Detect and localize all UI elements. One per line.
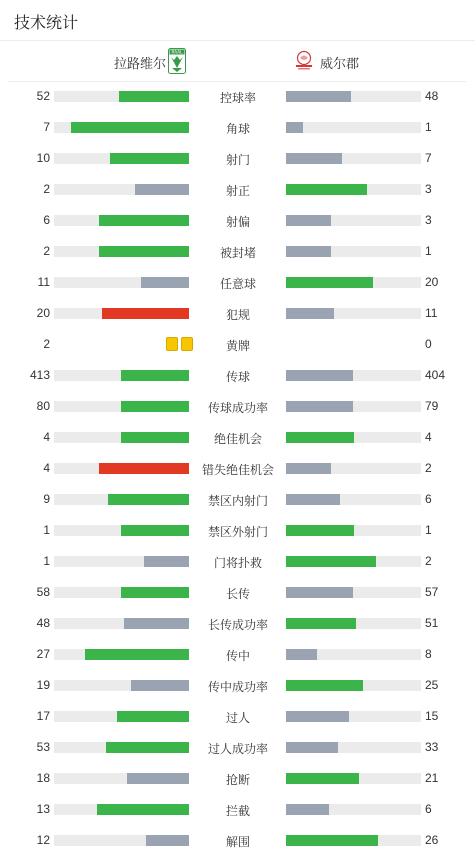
away-stat-bar-track <box>286 153 421 164</box>
home-stat-value: 7 <box>43 120 50 134</box>
home-stat-bar <box>108 494 189 505</box>
away-stat-bar <box>286 91 351 102</box>
home-stat-value: 4 <box>43 461 50 475</box>
home-stat-bar <box>124 618 189 629</box>
away-stat-bar <box>286 587 353 598</box>
home-stat-bar-track <box>54 556 189 567</box>
home-stat-bar-track <box>54 308 189 319</box>
away-stat-bar <box>286 122 303 133</box>
home-stat-bar <box>71 122 189 133</box>
home-stat-bar <box>99 215 189 226</box>
away-stat-bar-track <box>286 680 421 691</box>
away-stat-bar <box>286 649 317 660</box>
stat-row <box>0 298 475 329</box>
away-stat-value: 6 <box>425 802 432 816</box>
stat-row <box>0 608 475 639</box>
home-stat-value: 2 <box>43 244 50 258</box>
away-stat-bar <box>286 835 378 846</box>
stats-list <box>0 81 475 856</box>
away-stat-bar-track <box>286 618 421 629</box>
away-stat-bar-track <box>286 649 421 660</box>
home-stat-bar <box>121 370 189 381</box>
away-stat-bar <box>286 153 342 164</box>
away-stat-value: 21 <box>425 771 439 785</box>
home-stat-value: 18 <box>36 771 50 785</box>
home-stat-bar-track <box>54 215 189 226</box>
stat-label: 禁区内射门 <box>207 494 268 508</box>
home-stat-bar-track <box>54 680 189 691</box>
away-stat-value: 57 <box>425 585 439 599</box>
away-stat-bar <box>286 215 331 226</box>
away-stat-value: 8 <box>425 647 432 661</box>
home-stat-bar-track <box>54 711 189 722</box>
home-stat-bar-track <box>54 494 189 505</box>
home-stat-bar-track <box>54 463 189 474</box>
away-stat-value: 1 <box>425 523 432 537</box>
yellow-card-icon <box>166 337 178 351</box>
home-stat-value: 58 <box>36 585 50 599</box>
home-stat-bar-track <box>54 277 189 288</box>
away-stat-bar <box>286 463 331 474</box>
stat-label: 长传 <box>225 587 250 601</box>
away-stat-bar-track <box>286 246 421 257</box>
home-stat-value: 4 <box>43 430 50 444</box>
stat-row <box>0 143 475 174</box>
away-stat-bar-track <box>286 370 421 381</box>
home-stat-bar-track <box>54 618 189 629</box>
away-stat-bar-track <box>286 122 421 133</box>
home-stat-value: 10 <box>36 151 50 165</box>
home-stat-bar-track <box>54 773 189 784</box>
home-stat-bar <box>135 184 189 195</box>
stat-label: 错失绝佳机会 <box>201 463 274 477</box>
home-stat-bar-track <box>54 525 189 536</box>
home-stat-bar <box>119 91 189 102</box>
home-stat-bar <box>99 246 189 257</box>
away-stat-bar-track <box>286 308 421 319</box>
away-stat-value: 20 <box>425 275 439 289</box>
stat-row <box>0 701 475 732</box>
home-stat-bar <box>127 773 189 784</box>
home-stat-bar-track <box>54 246 189 257</box>
home-team-logo-icon[interactable] <box>168 48 186 74</box>
stat-label: 控球率 <box>219 91 256 105</box>
home-stat-bar <box>99 463 189 474</box>
away-stat-bar <box>286 246 331 257</box>
home-stat-bar-track <box>54 742 189 753</box>
stat-label: 过人 <box>225 711 250 725</box>
away-stat-bar-track <box>286 525 421 536</box>
stat-row <box>0 360 475 391</box>
away-stat-value: 1 <box>425 244 432 258</box>
away-stat-bar <box>286 618 356 629</box>
home-stat-bar-track <box>54 153 189 164</box>
stat-label: 传中成功率 <box>207 680 268 694</box>
home-stat-value: 1 <box>43 523 50 537</box>
away-team-name[interactable]: 威尔郡 <box>320 56 360 71</box>
away-stat-bar <box>286 494 340 505</box>
away-stat-bar <box>286 773 359 784</box>
away-stat-bar-track <box>286 556 421 567</box>
home-stat-value: 1 <box>43 554 50 568</box>
stat-label: 长传成功率 <box>207 618 268 632</box>
away-stat-bar <box>286 680 363 691</box>
home-stat-bar <box>131 680 189 691</box>
away-stat-bar <box>286 370 353 381</box>
stat-label: 禁区外射门 <box>207 525 268 539</box>
stat-row <box>0 236 475 267</box>
away-stat-bar-track <box>286 432 421 443</box>
stat-row <box>0 732 475 763</box>
stat-label: 任意球 <box>219 277 256 291</box>
stat-row <box>0 174 475 205</box>
home-stat-value: 13 <box>36 802 50 816</box>
stat-label: 传球 <box>225 370 250 384</box>
stat-row <box>0 763 475 794</box>
stat-row <box>0 546 475 577</box>
stat-row <box>0 329 475 360</box>
home-stat-value: 80 <box>36 399 50 413</box>
home-stat-bar <box>102 308 189 319</box>
stat-label: 射偏 <box>225 215 250 229</box>
stat-label: 过人成功率 <box>207 742 268 756</box>
stat-label: 传中 <box>225 649 250 663</box>
home-stat-bar-track <box>54 587 189 598</box>
stat-row <box>0 515 475 546</box>
home-logo-text: RAAL <box>171 49 183 55</box>
home-stat-bar-track <box>54 835 189 846</box>
stat-row <box>0 577 475 608</box>
away-stat-bar-track <box>286 773 421 784</box>
away-stat-bar <box>286 711 349 722</box>
away-stat-value: 25 <box>425 678 439 692</box>
away-stat-bar-track <box>286 277 421 288</box>
home-stat-value: 6 <box>43 213 50 227</box>
away-stat-value: 404 <box>425 368 446 382</box>
away-stat-bar-track <box>286 91 421 102</box>
home-stat-bar-track <box>54 401 189 412</box>
home-stat-value: 2 <box>43 182 50 196</box>
away-stat-bar <box>286 277 373 288</box>
home-stat-value: 2 <box>43 337 50 351</box>
away-stat-bar <box>286 184 367 195</box>
home-team-name[interactable]: 拉路维尔 <box>114 56 167 71</box>
stat-label: 传球成功率 <box>207 401 268 415</box>
away-stat-value: 26 <box>425 833 439 847</box>
home-stat-bar <box>97 804 189 815</box>
home-stat-bar <box>144 556 189 567</box>
stat-row <box>0 267 475 298</box>
home-stat-value: 27 <box>36 647 50 661</box>
away-stat-value: 51 <box>425 616 439 630</box>
stat-label: 门将扑救 <box>213 556 262 570</box>
away-stat-value: 33 <box>425 740 439 754</box>
home-stat-value: 11 <box>37 275 50 289</box>
away-stat-value: 1 <box>425 120 432 134</box>
stat-row <box>0 422 475 453</box>
away-stat-bar-track <box>286 401 421 412</box>
home-stat-value: 53 <box>36 740 50 754</box>
home-stat-bar <box>121 401 189 412</box>
away-stat-bar-track <box>286 494 421 505</box>
home-stat-bar <box>141 277 189 288</box>
home-stat-bar-track <box>54 804 189 815</box>
stat-label: 抢断 <box>225 773 250 787</box>
stat-row <box>0 794 475 825</box>
home-stat-bar <box>110 153 189 164</box>
home-stat-value: 52 <box>36 89 50 103</box>
away-stat-bar <box>286 401 353 412</box>
stat-row <box>0 112 475 143</box>
away-stat-bar-track <box>286 711 421 722</box>
home-stat-value: 9 <box>43 492 50 506</box>
stat-row <box>0 391 475 422</box>
away-stat-bar-track <box>286 587 421 598</box>
stat-label: 射正 <box>225 184 250 198</box>
home-stat-value: 17 <box>36 709 50 723</box>
home-stat-bar-track <box>54 91 189 102</box>
home-stat-bar <box>85 649 189 660</box>
yellow-cards <box>163 337 193 356</box>
home-stat-bar <box>117 711 189 722</box>
home-stat-bar <box>121 587 189 598</box>
away-stat-bar <box>286 525 354 536</box>
away-stat-value: 3 <box>425 182 432 196</box>
home-stat-bar-track <box>54 370 189 381</box>
away-stat-bar-track <box>286 742 421 753</box>
home-stat-value: 413 <box>29 368 50 382</box>
away-team-logo-icon[interactable] <box>292 49 316 73</box>
home-stat-value: 20 <box>36 306 50 320</box>
away-stat-value: 6 <box>425 492 432 506</box>
away-stat-value: 48 <box>425 89 439 103</box>
page-title: 技术统计 <box>14 15 79 32</box>
home-stat-bar <box>121 525 189 536</box>
stat-row <box>0 205 475 236</box>
home-stat-value: 19 <box>36 678 50 692</box>
stat-row <box>0 639 475 670</box>
away-stat-bar <box>286 556 376 567</box>
home-stat-bar-track <box>54 432 189 443</box>
stat-label: 黄牌 <box>225 339 250 353</box>
away-stat-value: 11 <box>425 306 438 320</box>
stat-row <box>0 825 475 856</box>
stat-label: 射门 <box>225 153 250 167</box>
away-stat-bar-track <box>286 804 421 815</box>
away-stat-bar-track <box>286 835 421 846</box>
stat-label: 拦截 <box>225 804 250 818</box>
away-stat-bar <box>286 804 329 815</box>
teams-bar <box>8 41 466 82</box>
away-stat-value: 2 <box>425 554 432 568</box>
away-stat-bar-track <box>286 215 421 226</box>
home-stat-bar <box>121 432 189 443</box>
home-stat-value: 12 <box>36 833 50 847</box>
stat-label: 被封堵 <box>219 246 256 260</box>
away-stat-bar-track <box>286 184 421 195</box>
away-stat-value: 0 <box>425 337 432 351</box>
stat-label: 解围 <box>225 835 250 849</box>
stat-row <box>0 81 475 112</box>
stat-row <box>0 484 475 515</box>
away-stat-value: 79 <box>425 399 439 413</box>
stat-label: 角球 <box>225 122 250 136</box>
away-stat-value: 7 <box>425 151 432 165</box>
stat-label: 绝佳机会 <box>213 432 262 446</box>
home-stat-bar <box>146 835 189 846</box>
away-stat-value: 2 <box>425 461 432 475</box>
home-stat-bar <box>106 742 189 753</box>
home-stat-bar-track <box>54 122 189 133</box>
away-stat-value: 3 <box>425 213 432 227</box>
stat-label: 犯规 <box>225 308 250 322</box>
home-stat-bar-track <box>54 184 189 195</box>
away-stat-value: 4 <box>425 430 432 444</box>
stat-row <box>0 453 475 484</box>
away-stat-bar-track <box>286 463 421 474</box>
home-stat-bar-track <box>54 649 189 660</box>
away-stat-value: 15 <box>425 709 439 723</box>
away-stat-bar <box>286 308 334 319</box>
stats-header <box>0 0 475 41</box>
home-stat-value: 48 <box>36 616 50 630</box>
stat-row <box>0 670 475 701</box>
away-stat-bar <box>286 432 354 443</box>
away-stat-bar <box>286 742 338 753</box>
